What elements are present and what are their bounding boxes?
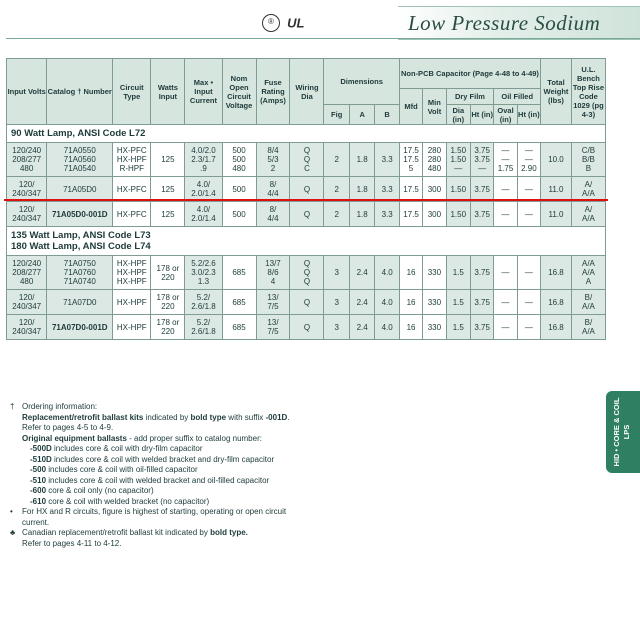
cell-minv: 300 bbox=[423, 177, 446, 202]
page-title: Low Pressure Sodium bbox=[408, 11, 601, 35]
table-row bbox=[7, 256, 606, 290]
cell-catalog: 71A05D0-001D bbox=[47, 202, 113, 227]
cell-dia: 1.5 bbox=[446, 290, 470, 315]
cell-mfd: 17.5 bbox=[399, 177, 422, 202]
cell-dia: 1.50 1.50 — bbox=[446, 143, 470, 177]
col-oil-ht: Ht (in) bbox=[517, 105, 540, 125]
cell-wiring: Q Q Q bbox=[290, 256, 324, 290]
ul-mark-icon: UL bbox=[287, 15, 305, 31]
cell-mfd: 16 bbox=[399, 290, 422, 315]
cell-volts: 120/240 208/277 480 bbox=[7, 256, 47, 290]
cell-b: 3.3 bbox=[375, 202, 399, 227]
cell-fig: 3 bbox=[324, 315, 349, 340]
cell-watts: 125 bbox=[151, 177, 185, 202]
cell-volts: 120/240 208/277 480 bbox=[7, 143, 47, 177]
col-fuse-rating: Fuse Rating (Amps) bbox=[256, 59, 290, 125]
col-max-input-current: Max • Input Current bbox=[185, 59, 222, 125]
cell-circuit: HX-PFC bbox=[113, 202, 151, 227]
footnotes bbox=[8, 402, 428, 549]
cell-weight: 16.8 bbox=[541, 290, 572, 315]
cell-weight: 11.0 bbox=[541, 202, 572, 227]
cell-fuse: 8/ 4/4 bbox=[256, 202, 290, 227]
cell-minv: 330 bbox=[423, 315, 446, 340]
cell-ht: 3.75 bbox=[470, 256, 493, 290]
certification-logos bbox=[262, 14, 304, 32]
cell-ht2: — bbox=[517, 202, 540, 227]
cell-b: 4.0 bbox=[375, 315, 399, 340]
table-row bbox=[7, 177, 606, 202]
cell-current: 5.2/ 2.6/1.8 bbox=[185, 315, 222, 340]
cell-circuit: HX-HPF bbox=[113, 290, 151, 315]
cell-fuse: 8/4 5/3 2 bbox=[256, 143, 290, 177]
cell-ht2: — bbox=[517, 290, 540, 315]
col-min-volt: Min Volt bbox=[423, 89, 446, 125]
cell-minv: 300 bbox=[423, 202, 446, 227]
section-header bbox=[7, 125, 606, 143]
cell-ocv: 500 500 480 bbox=[222, 143, 256, 177]
cell-weight: 11.0 bbox=[541, 177, 572, 202]
cell-mfd: 17.5 17.5 5 bbox=[399, 143, 422, 177]
cell-b: 4.0 bbox=[375, 290, 399, 315]
cell-current: 5.2/ 2.6/1.8 bbox=[185, 290, 222, 315]
cell-ht2: — — 2.90 bbox=[517, 143, 540, 177]
cell-mfd: 16 bbox=[399, 315, 422, 340]
maple-leaf-icon: ♣ bbox=[10, 528, 16, 537]
cell-ht: 3.75 3.75 — bbox=[470, 143, 493, 177]
cell-oval: — bbox=[494, 315, 517, 340]
note-refer-2: Refer to pages 4-11 to 4-12. bbox=[22, 538, 122, 548]
cell-mfd: 16 bbox=[399, 256, 422, 290]
cell-fig: 2 bbox=[324, 177, 349, 202]
cell-a: 1.8 bbox=[349, 177, 374, 202]
cell-dia: 1.50 bbox=[446, 202, 470, 227]
table-row bbox=[7, 315, 606, 340]
cell-weight: 16.8 bbox=[541, 315, 572, 340]
cell-minv: 280 280 480 bbox=[423, 143, 446, 177]
cell-wiring: Q bbox=[290, 202, 324, 227]
cell-fuse: 13/7 8/6 4 bbox=[256, 256, 290, 290]
cell-circuit: HX-HPF HX-HPF HX-HPF bbox=[113, 256, 151, 290]
table-row bbox=[7, 202, 606, 227]
cell-ht: 3.75 bbox=[470, 177, 493, 202]
note-ordering: † Ordering information: bbox=[10, 402, 98, 411]
cell-a: 1.8 bbox=[349, 143, 374, 177]
cell-ocv: 500 bbox=[222, 177, 256, 202]
col-dry-ht: Ht (in) bbox=[470, 105, 493, 125]
cell-watts: 178 or 220 bbox=[151, 256, 185, 290]
cell-ocv: 685 bbox=[222, 290, 256, 315]
cell-b: 4.0 bbox=[375, 256, 399, 290]
suffix-item: -610 core & coil with welded bracket (no capacitor) bbox=[30, 496, 210, 506]
note-refer-1: Refer to pages 4-5 to 4-9. bbox=[22, 423, 114, 432]
cell-ul: A/A A/A A bbox=[571, 256, 605, 290]
col-dry-film: Dry Film bbox=[446, 89, 494, 105]
suffix-item: -600 core & coil only (no capacitor) bbox=[30, 486, 154, 495]
col-dry-dia: Dia (in) bbox=[446, 105, 470, 125]
cell-volts: 120/ 240/347 bbox=[7, 177, 47, 202]
cell-watts: 178 or 220 bbox=[151, 290, 185, 315]
cell-b: 3.3 bbox=[375, 177, 399, 202]
cell-oval: — bbox=[494, 202, 517, 227]
suffix-list bbox=[8, 444, 428, 507]
col-oil-oval: Oval (in) bbox=[494, 105, 517, 125]
col-input-volts: Input Volts bbox=[7, 59, 47, 125]
cell-a: 2.4 bbox=[349, 315, 374, 340]
cell-watts: 125 bbox=[151, 202, 185, 227]
cell-ul: C/B B/B B bbox=[571, 143, 605, 177]
section-title: 135 Watt Lamp, ANSI Code L73 bbox=[11, 230, 151, 241]
cell-circuit: HX-PFC HX-HPF R-HPF bbox=[113, 143, 151, 177]
table-row bbox=[7, 290, 606, 315]
cell-a: 2.4 bbox=[349, 256, 374, 290]
col-nom-ocv: Nom Open Circuit Voltage bbox=[222, 59, 256, 125]
col-fig: Fig bbox=[324, 105, 349, 125]
note-hx-circuits-cont: current. bbox=[22, 517, 50, 527]
note-replacement: Replacement/retrofit ballast kits indicated by bold type with suffix -001D. bbox=[22, 412, 290, 422]
cell-oval: — bbox=[494, 177, 517, 202]
cell-ht2: — bbox=[517, 256, 540, 290]
cell-volts: 120/ 240/347 bbox=[7, 290, 47, 315]
suffix-item: -500 includes core & coil with oil-filled capacitor bbox=[30, 465, 198, 474]
cell-dia: 1.50 bbox=[446, 177, 470, 202]
col-capacitor: Non-PCB Capacitor (Page 4-48 to 4-49) bbox=[399, 59, 540, 89]
csa-mark-icon: ® bbox=[262, 14, 280, 32]
cell-b: 3.3 bbox=[375, 143, 399, 177]
cell-a: 2.4 bbox=[349, 290, 374, 315]
col-watts-input: Watts Input bbox=[151, 59, 185, 125]
cell-wiring: Q bbox=[290, 290, 324, 315]
cell-fuse: 13/ 7/5 bbox=[256, 290, 290, 315]
cell-dia: 1.5 bbox=[446, 256, 470, 290]
cell-oval: — — 1.75 bbox=[494, 143, 517, 177]
cell-volts: 120/ 240/347 bbox=[7, 202, 47, 227]
cell-fuse: 13/ 7/5 bbox=[256, 315, 290, 340]
cell-a: 1.8 bbox=[349, 202, 374, 227]
note-hx-circuits: • For HX and R circuits, figure is highest of starting, operating or open circuit bbox=[10, 507, 287, 516]
cell-catalog: 71A0550 71A0560 71A0540 bbox=[47, 143, 113, 177]
section-title: 180 Watt Lamp, ANSI Code L74 bbox=[11, 241, 151, 252]
side-tab-label: HID • CORE & COIL LPS bbox=[612, 397, 631, 467]
cell-fuse: 8/ 4/4 bbox=[256, 177, 290, 202]
cell-current: 4.0/2.0 2.3/1.7 .9 bbox=[185, 143, 222, 177]
cell-ul: A/ A/A bbox=[571, 177, 605, 202]
cell-weight: 10.0 bbox=[541, 143, 572, 177]
cell-ht: 3.75 bbox=[470, 202, 493, 227]
cell-current: 4.0/ 2.0/1.4 bbox=[185, 177, 222, 202]
dagger-symbol: † bbox=[10, 402, 15, 411]
cell-wiring: Q Q C bbox=[290, 143, 324, 177]
cell-circuit: HX-PFC bbox=[113, 177, 151, 202]
cell-ocv: 685 bbox=[222, 315, 256, 340]
cell-ocv: 685 bbox=[222, 256, 256, 290]
cell-watts: 125 bbox=[151, 143, 185, 177]
table-row bbox=[7, 143, 606, 177]
cell-catalog: 71A05D0 bbox=[47, 177, 113, 202]
cell-fig: 3 bbox=[324, 290, 349, 315]
col-catalog-number: Catalog † Number bbox=[47, 59, 113, 125]
cell-ht: 3.75 bbox=[470, 315, 493, 340]
col-dimensions: Dimensions bbox=[324, 59, 399, 105]
col-circuit-type: Circuit Type bbox=[113, 59, 151, 125]
cell-catalog: 71A0750 71A0760 71A0740 bbox=[47, 256, 113, 290]
col-dim-b: B bbox=[375, 105, 399, 125]
col-wiring-dia: Wiring Dia bbox=[290, 59, 324, 125]
cell-ht2: — bbox=[517, 315, 540, 340]
suffix-item: -510 includes core & coil with welded bracket and oil-filled capacitor bbox=[30, 475, 270, 485]
section-side-tab[interactable] bbox=[606, 391, 640, 473]
cell-current: 5.2/2.6 3.0/2.3 1.3 bbox=[185, 256, 222, 290]
col-ul-bench: U.L. Bench Top Rise Code 1029 (pg 4-3) bbox=[571, 59, 605, 125]
cell-catalog: 71A07D0-001D bbox=[47, 315, 113, 340]
cell-fig: 2 bbox=[324, 202, 349, 227]
cell-watts: 178 or 220 bbox=[151, 315, 185, 340]
suffix-item: -500D includes core & coil with dry-film capacitor bbox=[30, 444, 203, 453]
cell-volts: 120/ 240/347 bbox=[7, 315, 47, 340]
cell-ocv: 500 bbox=[222, 202, 256, 227]
cell-ul: B/ A/A bbox=[571, 290, 605, 315]
cell-circuit: HX-HPF bbox=[113, 315, 151, 340]
cell-fig: 2 bbox=[324, 143, 349, 177]
cell-wiring: Q bbox=[290, 315, 324, 340]
col-mfd: Mfd bbox=[399, 89, 422, 125]
cell-ul: A/ A/A bbox=[571, 202, 605, 227]
title-divider bbox=[6, 38, 640, 39]
note-original: Original equipment ballasts - add proper suffix to catalog number: bbox=[22, 433, 262, 443]
cell-dia: 1.5 bbox=[446, 315, 470, 340]
cell-oval: — bbox=[494, 290, 517, 315]
cell-ul: B/ A/A bbox=[571, 315, 605, 340]
cell-fig: 3 bbox=[324, 256, 349, 290]
cell-catalog: 71A07D0 bbox=[47, 290, 113, 315]
red-highlight-line bbox=[4, 199, 608, 201]
cell-mfd: 17.5 bbox=[399, 202, 422, 227]
cell-weight: 16.8 bbox=[541, 256, 572, 290]
col-total-weight: Total Weight (lbs) bbox=[541, 59, 572, 125]
cell-ht2: — bbox=[517, 177, 540, 202]
section-header bbox=[7, 227, 606, 256]
cell-minv: 330 bbox=[423, 290, 446, 315]
col-dim-a: A bbox=[349, 105, 374, 125]
cell-oval: — bbox=[494, 256, 517, 290]
bullet-symbol: • bbox=[10, 507, 13, 516]
cell-current: 4.0/ 2.0/1.4 bbox=[185, 202, 222, 227]
title-banner bbox=[398, 6, 640, 40]
note-canadian: ♣ Canadian replacement/retrofit ballast kit indicated by bold type. bbox=[10, 528, 248, 537]
cell-minv: 330 bbox=[423, 256, 446, 290]
suffix-item: -510D includes core & coil with welded bracket and dry-film capacitor bbox=[30, 454, 275, 464]
section-title: 90 Watt Lamp, ANSI Code L72 bbox=[11, 128, 146, 139]
cell-ht: 3.75 bbox=[470, 290, 493, 315]
cell-wiring: Q bbox=[290, 177, 324, 202]
col-oil-filled: Oil Filled bbox=[494, 89, 541, 105]
